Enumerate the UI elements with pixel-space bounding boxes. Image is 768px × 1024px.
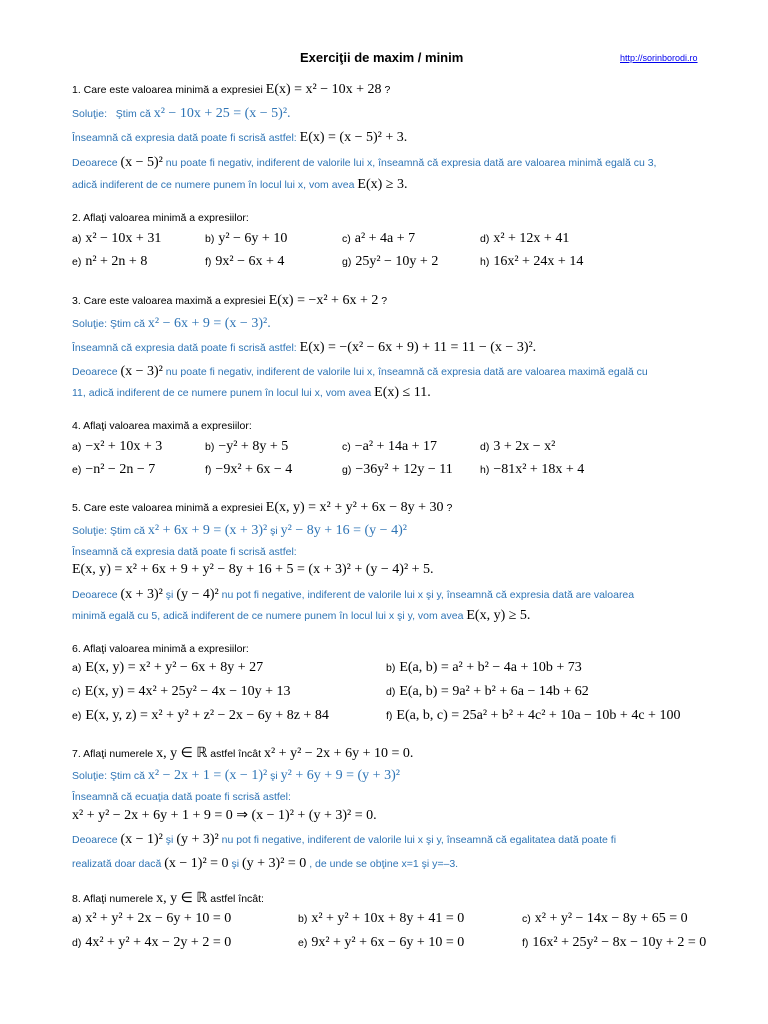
exercise-8-question: 8. Aflaţi numerele x, y ∈ ℝ astfel încât: [72, 891, 264, 906]
exercise-4-item: a) −x² + 10x + 3 [72, 439, 163, 454]
exercise-6-item: d) E(a, b) = 9a² + b² + 6a − 14b + 62 [386, 684, 589, 699]
exercise-8-item: e) 9x² + y² + 6x − 6y + 10 = 0 [298, 935, 465, 950]
site-link[interactable]: http://sorinborodi.ro [620, 53, 698, 63]
exercise-3-conclusion: 11, adică indiferent de ce numere punem în locul lui x, vom avea E(x) ≤ 11. [72, 385, 431, 400]
exercise-8-item: f) 16x² + 25y² − 8x − 10y + 2 = 0 [522, 935, 707, 950]
exercise-2-item: c) a² + 4a + 7 [342, 231, 416, 246]
exercise-5-rewrite-text: Înseamnă că expresia dată poate fi scrisă astfel: [72, 546, 297, 558]
exercise-8-item: c) x² + y² − 14x − 8y + 65 = 0 [522, 911, 688, 926]
exercise-4-title: 4. Aflaţi valoarea maximă a expresiilor: [72, 420, 252, 432]
exercise-2-title: 2. Aflaţi valoarea minimă a expresiilor: [72, 212, 249, 224]
exercise-7-conclusion: realizată doar dacă (x − 1)² = 0 şi (y + 3)² = 0 , de unde se obţine x=1 şi y=–3. [72, 856, 459, 871]
exercise-7-reasoning: Deoarece (x − 1)² şi (y + 3)² nu pot fi negative, indiferent de valorile lui x şi y, înseamnă că egalitatea dată poate fi [72, 832, 617, 847]
exercise-2-item: a) x² − 10x + 31 [72, 231, 162, 246]
exercise-3-solution: Soluţie: Ştim că x² − 6x + 9 = (x − 3)². [72, 316, 271, 331]
exercise-3-reasoning: Deoarece (x − 3)² nu poate fi negativ, indiferent de valorile lui x, înseamnă că expresia dată are valoarea maximă egală cu [72, 364, 648, 379]
exercise-2-item: e) n² + 2n + 8 [72, 254, 148, 269]
exercise-8-item: b) x² + y² + 10x + 8y + 41 = 0 [298, 911, 465, 926]
exercise-5-conclusion: minimă egală cu 5, adică indiferent de ce numere punem în locul lui x şi y, vom avea E(x, y) ≥ 5. [72, 608, 531, 623]
exercise-5-rewrite: E(x, y) = x² + 6x + 9 + y² − 8y + 16 + 5 = (x + 3)² + (y − 4)² + 5. [72, 562, 434, 577]
exercise-3-question: 3. Care este valoarea maximă a expresiei E(x) = −x² + 6x + 2 ? [72, 293, 388, 308]
exercise-5-reasoning: Deoarece (x + 3)² şi (y − 4)² nu pot fi negative, indiferent de valorile lui x şi y, înseamnă că expresia dată are valoarea [72, 587, 635, 602]
exercise-3-rewrite: Înseamnă că expresia dată poate fi scrisă astfel: E(x) = −(x² − 6x + 9) + 11 = 11 − (x − 3)². [72, 340, 537, 355]
exercise-4-item: b) −y² + 8y + 5 [205, 439, 289, 454]
exercise-7-solution: Soluţie: Ştim că x² − 2x + 1 = (x − 1)² şi y² + 6y + 9 = (y + 3)² [72, 768, 400, 783]
exercise-6-item: a) E(x, y) = x² + y² − 6x + 8y + 27 [72, 660, 264, 675]
exercise-8-item: d) 4x² + y² + 4x − 2y + 2 = 0 [72, 935, 232, 950]
page-title: Exerciţii de maxim / minim [300, 50, 464, 65]
exercise-2-item: h) 16x² + 24x + 14 [480, 254, 584, 269]
exercise-5-question: 5. Care este valoarea minimă a expresiei E(x, y) = x² + y² + 6x − 8y + 30 ? [72, 500, 453, 515]
exercise-1-rewrite: Înseamnă că expresia dată poate fi scrisă astfel: E(x) = (x − 5)² + 3. [72, 130, 408, 145]
exercise-2-item: g) 25y² − 10y + 2 [342, 254, 439, 269]
exercise-6-item: c) E(x, y) = 4x² + 25y² − 4x − 10y + 13 [72, 684, 291, 699]
exercise-4-item: h) −81x² + 18x + 4 [480, 462, 585, 477]
exercise-7-question: 7. Aflaţi numerele x, y ∈ ℝ astfel încât x² + y² − 2x + 6y + 10 = 0. [72, 746, 414, 761]
exercise-8-item: a) x² + y² + 2x − 6y + 10 = 0 [72, 911, 232, 926]
exercise-6-item: b) E(a, b) = a² + b² − 4a + 10b + 73 [386, 660, 582, 675]
exercise-1-conclusion: adică indiferent de ce numere punem în locul lui x, vom avea E(x) ≥ 3. [72, 177, 408, 192]
exercise-2-item: b) y² − 6y + 10 [205, 231, 288, 246]
exercise-6-item: f) E(a, b, c) = 25a² + b² + 4c² + 10a − 10b + 4c + 100 [386, 708, 681, 723]
exercise-2-item: d) x² + 12x + 41 [480, 231, 570, 246]
exercise-4-item: e) −n² − 2n − 7 [72, 462, 156, 477]
exercise-2-item: f) 9x² − 6x + 4 [205, 254, 285, 269]
exercise-4-item: c) −a² + 14a + 17 [342, 439, 438, 454]
exercise-4-item: f) −9x² + 6x − 4 [205, 462, 293, 477]
exercise-6-item: e) E(x, y, z) = x² + y² + z² − 2x − 6y + 8z + 84 [72, 708, 329, 723]
exercise-1-solution: Soluţie: Ştim că x² − 10x + 25 = (x − 5)². [72, 106, 291, 121]
exercise-4-item: g) −36y² + 12y − 11 [342, 462, 453, 477]
exercise-6-title: 6. Aflaţi valoarea minimă a expresiilor: [72, 643, 249, 655]
exercise-1-question: 1. Care este valoarea minimă a expresiei E(x) = x² − 10x + 28 ? [72, 82, 391, 97]
exercise-7-rewrite-text: Înseamnă că ecuaţia dată poate fi scrisă astfel: [72, 791, 291, 803]
exercise-1-reasoning: Deoarece (x − 5)² nu poate fi negativ, indiferent de valorile lui x, înseamnă că expresia dată are valoarea minimă egală cu 3, [72, 155, 657, 170]
exercise-5-solution: Soluţie: Ştim că x² + 6x + 9 = (x + 3)² şi y² − 8y + 16 = (y − 4)² [72, 523, 407, 538]
exercise-7-rewrite: x² + y² − 2x + 6y + 1 + 9 = 0 ⇒ (x − 1)² + (y + 3)² = 0. [72, 808, 377, 823]
exercise-4-item: d) 3 + 2x − x² [480, 439, 556, 454]
